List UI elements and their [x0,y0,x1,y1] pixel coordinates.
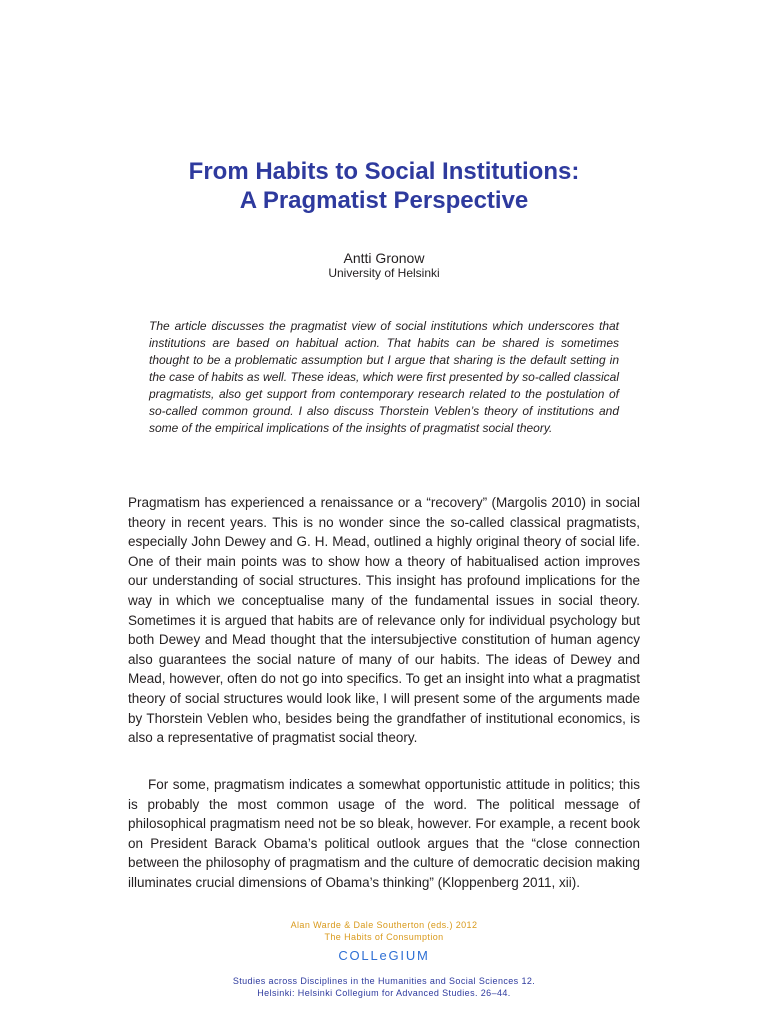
collegium-logo: COLLeGIUM [338,948,430,963]
article-title [0,157,768,215]
title-line-1: From Habits to Social Institutions: [188,158,580,185]
series-publisher: Helsinki: Helsinki Collegium for Advanced Studies. 26–44. [257,988,511,998]
author-name: Antti Gronow [343,250,425,266]
book-title: The Habits of Consumption [324,932,444,942]
title-line-2: A Pragmatist Perspective [239,187,529,214]
author-affiliation: University of Helsinki [328,266,440,280]
body-paragraph-1: Pragmatism has experienced a renaissance or a “recovery” (Margolis 2010) in social theory in recent years. This is no wonder since the so-called classical pragmatists, especially John Dewey and G. H. Mead, outlined a highly original theory of social life. One of their main points was to show how a theory of habitualised action improves our understanding of social structures. This insight has profound implications for the way in which we conceptualise many of the fundamental issues in social theory. Sometimes it is argued that habits are of relevance only for individual psychology but both Dewey and Mead thought that the intersubjective constitution of human agency also guarantees the social nature of many of our habits. The ideas of Dewey and Mead, however, often do not go into specifics. To get an insight into what a pragmatist theory of social structures would look like, I will present some of the arguments made by Thorstein Veblen who, besides being the grandfather of institutional economics, is also a representative of pragmatist social theory. [128,495,640,746]
book-citation [0,919,768,943]
series-name: Studies across Disciplines in the Humanities and Social Sciences 12. [232,976,536,986]
series-citation [0,975,768,999]
body-paragraph-2: For some, pragmatism indicates a somewhat opportunistic attitude in politics; this is probably the most common usage of the word. The political message of philosophical pragmatism need not be so bleak, however. For example, a recent book on President Barack Obama’s political outlook argues that the “close connection between the philosophy of pragmatism and the culture of democratic decision making illuminates crucial dimensions of Obama’s thinking” (Kloppenberg 2011, xii). [128,777,640,890]
book-editors: Alan Warde & Dale Southerton (eds.) 2012 [290,920,478,930]
abstract: The article discusses the pragmatist view of social institutions which underscores that institutions are based on habitual action. That habits can be shared is sometimes thought to be a problematic assumption but I argue that sharing is the default setting in the case of habits as well. These ideas, which were first presented by so-called classical pragmatists, also get support from contemporary research related to the postulation of so-called common ground. I also discuss Thorstein Veblen’s theory of institutions and some of the empirical implications of the insights of pragmatist social theory. [149,319,619,435]
